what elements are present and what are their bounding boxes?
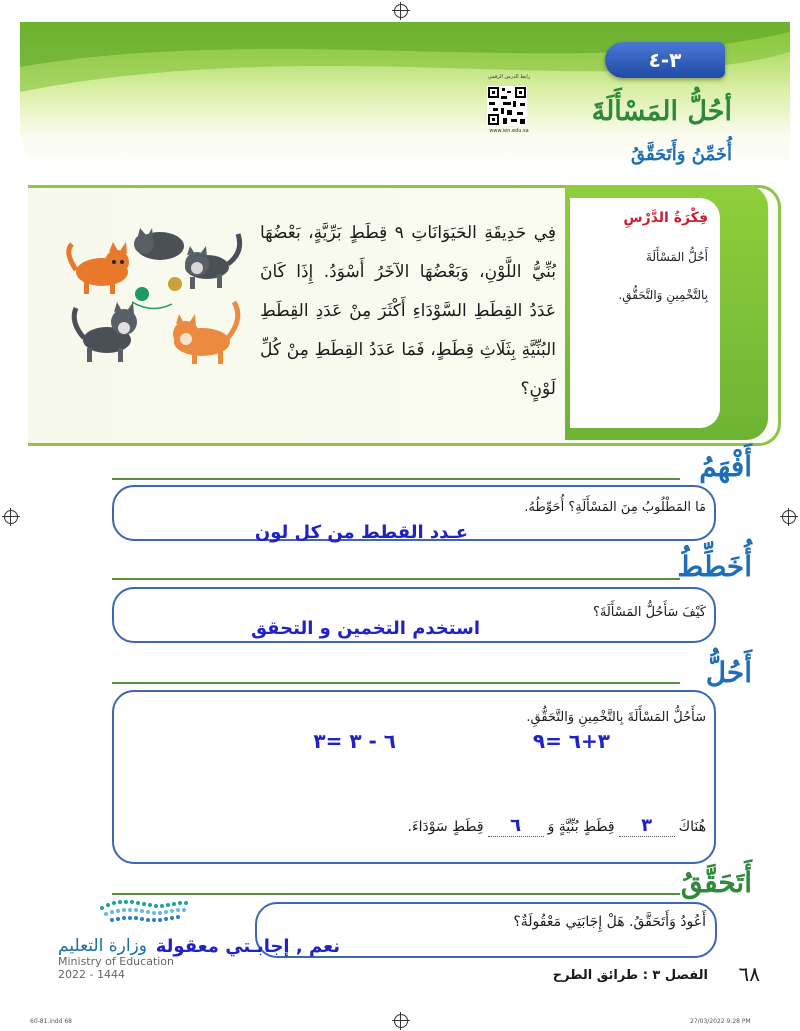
orange-cat-icon [69,242,129,294]
page-title: أحُلُّ المَسْأَلَةَ [591,96,732,127]
solve-equation-2[interactable]: ٦ - ٣ =٣ [313,729,396,753]
orange-cat-2-icon [173,302,238,364]
black-label: قِطَطٍ سَوْدَاءَ. [407,819,484,835]
solve-prompt: سَأَحُلُّ المَسْأَلَةَ بِالتَّخْمِينِ وَالتَّحَقُّقِ. [526,710,706,725]
black-cat-sleeping-icon [134,228,184,260]
black-count-blank[interactable] [488,815,544,837]
solve-title: أَحُلُّ [705,656,752,689]
lesson-idea-line1: أَحُلُّ المَسْأَلَةَ [645,250,708,264]
there-are-label: هُنَاكَ [678,819,706,835]
black-count: ٦ [510,815,522,836]
registration-mark-top [394,4,408,18]
cats-illustration [62,222,252,382]
page-number: ٦٨ [738,962,760,986]
lesson-number-tab: ٣-٤ [605,42,725,78]
registration-mark-left [4,510,18,524]
check-answer[interactable]: نعم , إجابـتي معقولة [155,936,340,957]
solve-equation-1[interactable]: ٣+٦ =٩ [532,729,610,753]
registration-mark-bottom [394,1014,408,1028]
ministry-name-en: Ministry of Education [58,955,175,968]
understand-divider [112,478,680,480]
problem-text: فِي حَدِيقَةِ الحَيَوَانَاتِ ٩ قِطَطٍ بَرِّيَّةٍ، بَعْضُهَا بُنِّيُّ اللَّوْنِ، وَبَعْضُهَا الآخَرُ أَسْوَدُ. إِذَا كَانَ عَدَدُ القِطَطِ السَّوْدَاءِ أَكْثَرَ مِنْ عَدَدِ القِطَطِ البُنِّيَّةِ بِثَلَاثِ قِطَطٍ، فَمَا عَدَدُ القِطَطِ مِنْ كُلِّ لَوْنٍ؟ [260,223,556,399]
print-datetime: 27/03/2022 9:28 PM [690,1018,751,1025]
plan-prompt: كَيْفَ سَأَحُلُّ المَسْأَلَةَ؟ [592,605,706,620]
plan-answer[interactable]: استخدم التخمين و التحقق [250,618,480,639]
understand-title: أَفْهَمُ [699,450,752,483]
brown-label: قِطَطٍ بُنِّيَّةٍ وَ [547,819,615,835]
check-title: أَتَحَقَّقُ [680,866,752,899]
grey-cat-icon [74,302,137,362]
qr-code-icon[interactable] [487,86,527,126]
qr-label: رابط الدرس الرقمي [487,74,531,80]
brown-count: ٣ [641,815,653,836]
understand-answer[interactable]: عـدد القطط من كل لون [254,522,468,543]
solve-divider [112,682,680,684]
ministry-logo-icon [98,898,190,934]
registration-mark-right [782,510,796,524]
ministry-year: 2022 - 1444 [58,968,125,981]
file-name: 60-81.indd 68 [30,1018,72,1025]
understand-prompt: مَا المَطْلُوبُ مِنَ المَسْأَلَةِ؟ أُحَوِّطُهُ. [524,500,706,515]
plan-divider [112,578,680,580]
qr-url: www.ien.edu.sa [489,128,529,134]
yarn-ball-icon [132,277,182,309]
ministry-name-ar: وزارة التعليم [58,936,147,956]
chapter-label: الفصل ٣ : طرائق الطرح [552,968,708,983]
solve-sentence [408,815,706,837]
black-cat-icon [185,234,240,289]
lesson-idea-panel [570,198,720,428]
check-prompt: أَعُودُ وَأَتَحَقَّقُ. هَلْ إِجَابَتِي مَعْقُولَةٌ؟ [513,914,706,930]
brown-count-blank[interactable] [619,815,675,837]
lesson-idea-line2: بِالتَّخْمِينِ وَالتَّحَقُّقِ. [618,288,708,302]
page-subtitle: أُخَمِّنُ وَأَتَحَقَّقُ [631,144,732,165]
plan-title: أُخَطِّطُ [677,550,752,583]
check-divider [112,893,680,895]
lesson-idea-title: فِكْرَةُ الدَّرْسِ [623,210,708,226]
